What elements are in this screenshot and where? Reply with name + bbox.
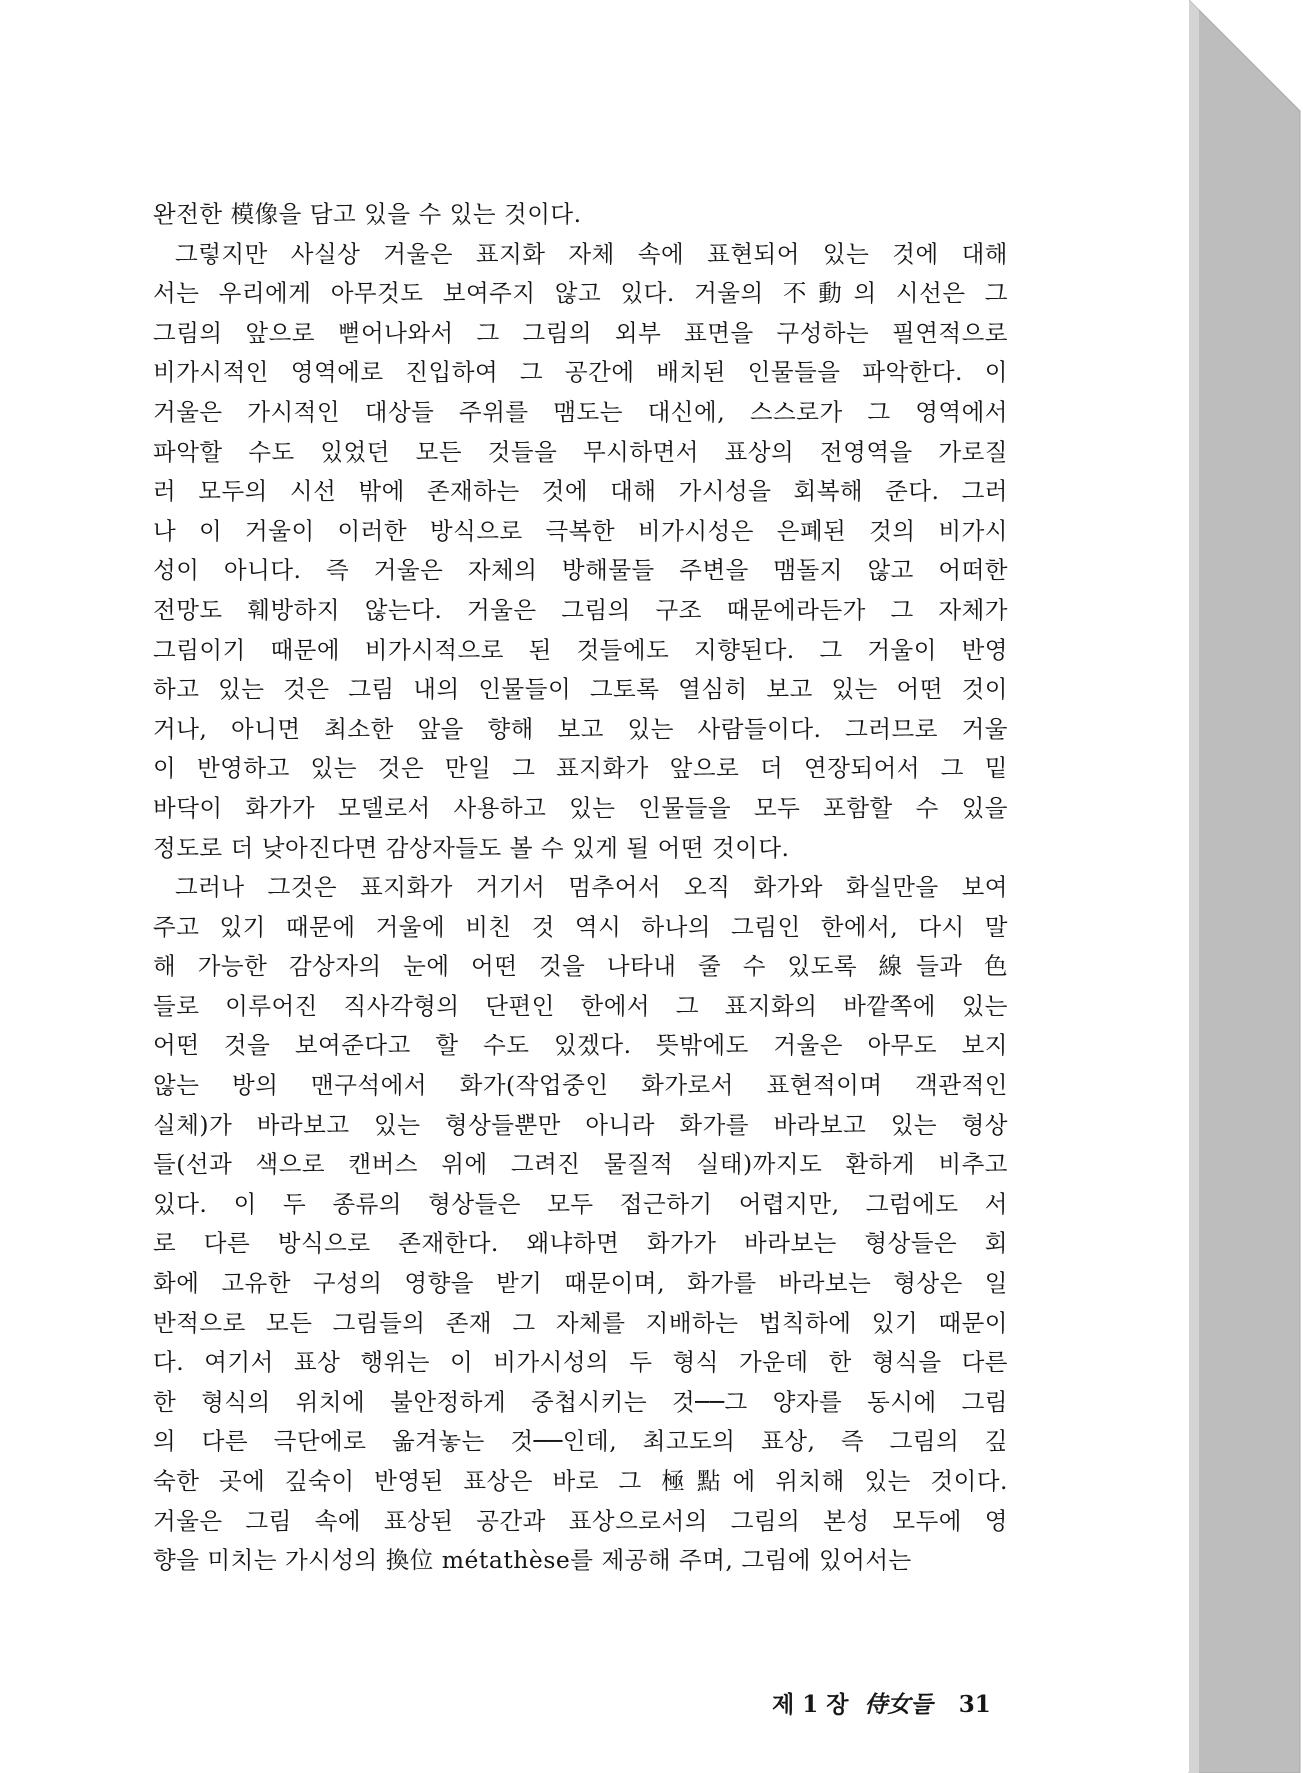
running-footer (772, 1686, 1002, 1720)
text-line: 이 반영하고 있는 것은 만일 그 표지화가 앞으로 더 연장되어서 그 밑 (153, 754, 1008, 783)
text-line: 거울은 가시적인 대상들 주위를 맴도는 대신에, 스스로가 그 영역에서 (153, 397, 1008, 426)
text-line: 그러나 그것은 표지화가 거기서 멈추어서 오직 화가와 화실만을 보여 (175, 873, 1008, 902)
text-line: 성이 아니다. 즉 거울은 자체의 방해물들 주변을 맴돌지 않고 어떠한 (153, 556, 1008, 585)
text-line: 거나, 아니면 최소한 앞을 향해 보고 있는 사람들이다. 그러므로 거울 (153, 714, 1008, 743)
body-text (153, 195, 1008, 1581)
text-line: 향을 미치는 가시성의 換位 métathèse를 제공해 주며, 그림에 있어서는 (153, 1546, 912, 1575)
text-line: 않는 방의 맨구석에서 화가(작업중인 화가로서 표현적이며 객관적인 (153, 1071, 1008, 1100)
text-line: 어떤 것을 보여준다고 할 수도 있겠다. 뜻밖에도 거울은 아무도 보지 (153, 1031, 1008, 1060)
text-line: 거울은 그림 속에 표상된 공간과 표상으로서의 그림의 본성 모두에 영 (153, 1506, 1008, 1535)
text-line: 주고 있기 때문에 거울에 비친 것 역시 하나의 그림인 한에서, 다시 말 (153, 912, 1008, 941)
text-line: 다. 여기서 표상 행위는 이 비가시성의 두 형식 가운데 한 형식을 다른 (153, 1348, 1008, 1377)
text-line: 실체)가 바라보고 있는 형상들뿐만 아니라 화가를 바라보고 있는 형상 (153, 1110, 1008, 1139)
text-line: 숙한 곳에 깊숙이 반영된 표상은 바로 그 極點에 위치해 있는 것이다. (153, 1467, 1008, 1495)
book-side-highlight (1189, 0, 1199, 1773)
text-line: 바닥이 화가가 모델로서 사용하고 있는 인물들을 모두 포함할 수 있을 (153, 793, 1008, 822)
text-line: 들로 이루어진 직사각형의 단편인 한에서 그 표지화의 바깥쪽에 있는 (153, 991, 1008, 1020)
text-line: 완전한 模像을 담고 있을 수 있는 것이다. (153, 200, 582, 228)
footer-chapter: 제 1 장 (772, 1691, 849, 1718)
footer-chapter-title: 侍女들 (864, 1691, 933, 1718)
text-line: 한 형식의 위치에 불안정하게 중첩시키는 것──그 양자를 동시에 그림 (153, 1387, 1008, 1416)
text-line: 그림이기 때문에 비가시적으로 된 것들에도 지향된다. 그 거울이 반영 (153, 635, 1008, 664)
text-line: 있다. 이 두 종류의 형상들은 모두 접근하기 어렵지만, 그럼에도 서 (153, 1189, 1008, 1218)
text-line: 그렇지만 사실상 거울은 표지화 자체 속에 표현되어 있는 것에 대해 (175, 239, 1008, 268)
text-line: 파악할 수도 있었던 모든 것들을 무시하면서 표상의 전영역을 가로질 (153, 437, 1008, 466)
text-line: 러 모두의 시선 밖에 존재하는 것에 대해 가시성을 회복해 준다. 그러 (153, 477, 1008, 506)
text-line: 서는 우리에게 아무것도 보여주지 않고 있다. 거울의 不動의 시선은 그 (153, 279, 1008, 308)
page-number: 31 (958, 1691, 991, 1718)
text-line: 나 이 거울이 이러한 방식으로 극복한 비가시성은 은폐된 것의 비가시 (153, 516, 1008, 545)
text-line: 로 다른 방식으로 존재한다. 왜냐하면 화가가 바라보는 형상들은 회 (153, 1229, 1008, 1258)
text-line: 반적으로 모든 그림들의 존재 그 자체를 지배하는 법칙하에 있기 때문이 (153, 1308, 1008, 1337)
text-line: 비가시적인 영역에로 진입하여 그 공간에 배치된 인물들을 파악한다. 이 (153, 358, 1008, 387)
book-side-face (1189, 0, 1300, 1773)
text-line: 그림의 앞으로 뻗어나와서 그 그림의 외부 표면을 구성하는 필연적으로 (153, 318, 1008, 347)
text-line: 전망도 훼방하지 않는다. 거울은 그림의 구조 때문에라든가 그 자체가 (153, 595, 1008, 624)
text-line: 정도로 더 낮아진다면 감상자들도 볼 수 있게 될 어떤 것이다. (153, 833, 790, 862)
text-line: 하고 있는 것은 그림 내의 인물들이 그토록 열심히 보고 있는 어떤 것이 (153, 675, 1008, 704)
text-line: 들(선과 색으로 캔버스 위에 그려진 물질적 실태)까지도 환하게 비추고 (153, 1150, 1008, 1179)
text-line: 의 다른 극단에로 옮겨놓는 것──인데, 최고도의 표상, 즉 그림의 깊 (153, 1427, 1008, 1456)
text-line: 화에 고유한 구성의 영향을 받기 때문이며, 화가를 바라보는 형상은 일 (153, 1269, 1008, 1298)
text-line: 해 가능한 감상자의 눈에 어떤 것을 나타내 줄 수 있도록 線들과 色 (153, 952, 1008, 981)
